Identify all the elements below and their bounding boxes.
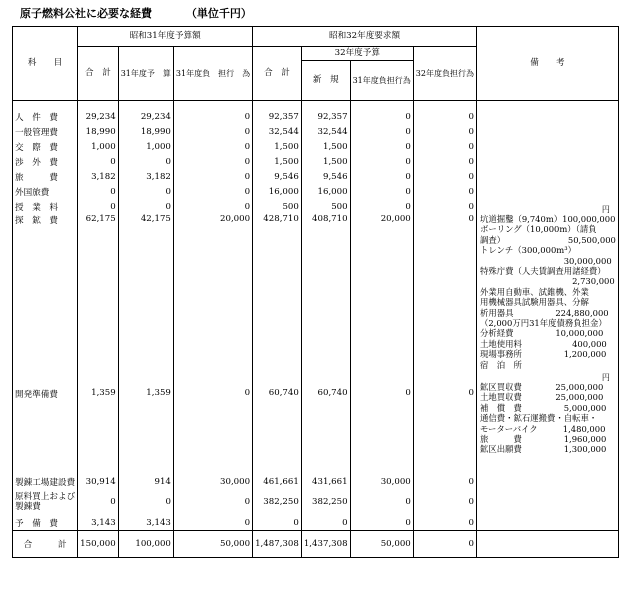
cell-32-burden: 0 <box>413 154 476 169</box>
cell-31-budget: 3,182 <box>118 169 173 184</box>
row-subject: 渉 外 費 <box>13 154 78 169</box>
cell-32-31burden: 0 <box>350 109 413 124</box>
cell-31-total: 0 <box>78 154 119 169</box>
cell-32-31burden: 20,000 <box>350 214 413 374</box>
remarks-cell <box>476 109 618 124</box>
cell-32-burden: 0 <box>413 184 476 199</box>
total-32-total: 1,487,308 <box>253 531 302 558</box>
total-label: 合 計 <box>13 531 78 558</box>
cell-31-budget: 1,000 <box>118 139 173 154</box>
cell-31-total: 0 <box>78 489 119 515</box>
table-row <box>13 199 619 214</box>
cell-31-budget: 0 <box>118 199 173 214</box>
header-remarks: 備 考 <box>476 27 618 101</box>
cell-31-budget: 0 <box>118 154 173 169</box>
header-total-31: 合 計 <box>78 47 119 101</box>
unit-label: （単位千円） <box>185 7 252 20</box>
table-row <box>13 489 619 515</box>
cell-32-burden: 0 <box>413 474 476 489</box>
row-subject: 製錬工場建設費 <box>13 474 78 489</box>
cell-32-31burden: 0 <box>350 489 413 515</box>
cell-32-total: 32,544 <box>253 124 302 139</box>
remarks-cell <box>476 139 618 154</box>
cell-32-total: 1,500 <box>253 154 302 169</box>
header-s31: 昭和31年度予算額 <box>78 27 253 47</box>
table-row-tanko <box>13 214 619 374</box>
header-y32-burden: 32年度負担行為 <box>413 47 476 101</box>
header-y31-burden: 31年度負 担行 為 <box>173 47 252 101</box>
cell-31-burden: 0 <box>173 154 252 169</box>
cell-32-burden: 0 <box>413 124 476 139</box>
total-32-burden: 0 <box>413 531 476 558</box>
remarks-cell <box>476 124 618 139</box>
cell-32-31burden: 0 <box>350 124 413 139</box>
cell-32-new: 431,661 <box>301 474 350 489</box>
cell-32-burden: 0 <box>413 169 476 184</box>
document-title <box>20 5 252 21</box>
cell-31-total: 18,990 <box>78 124 119 139</box>
cell-31-budget: 1,359 <box>118 374 173 460</box>
row-subject: 予 備 費 <box>13 515 78 531</box>
cell-32-burden: 0 <box>413 139 476 154</box>
remarks-cell <box>476 515 618 531</box>
total-31-burden: 50,000 <box>173 531 252 558</box>
table-row <box>13 124 619 139</box>
remarks-kaihatsu: 鉱区買収費 25,000,000 土地買収費 25,000,000 補 償 費 5,000,000 通信費・鉱石運搬費・自転車・ モーターバイク 1,480,000 旅 費 1,960,000 鉱区出願費 1,300,000 <box>479 382 607 455</box>
cell-32-burden: 0 <box>413 214 476 374</box>
cell-32-31burden: 0 <box>350 515 413 531</box>
budget-table <box>12 26 619 558</box>
cell-32-31burden: 0 <box>350 374 413 460</box>
remarks-cell <box>476 154 618 169</box>
cell-31-burden: 20,000 <box>173 214 252 374</box>
cell-31-burden: 0 <box>173 489 252 515</box>
cell-32-31burden: 30,000 <box>350 474 413 489</box>
cell-31-budget: 914 <box>118 474 173 489</box>
cell-32-31burden: 0 <box>350 184 413 199</box>
table-row <box>13 515 619 531</box>
header-y32-budget: 32年度予算 <box>301 47 413 61</box>
cell-31-budget: 0 <box>118 184 173 199</box>
row-subject: 原料買上および製錬費 <box>13 489 78 515</box>
cell-32-total: 9,546 <box>253 169 302 184</box>
cell-31-total: 30,914 <box>78 474 119 489</box>
remarks-tanko: 坑道掘鑿（9,740m）100,000,000 ボーリング（10,000m）（請負 調査） 50,500,000 トレンチ（300,000m³） 30,000,000 特殊庁費（人夫賃調査用諸経費） 2,730,000 外業用自動車、試錐機、外業 用機械器具試験用器具、分解 析用器具 224,880,000 （2,000万円31年度債務負担金） 分析経費 10,000,000 土地使用料 400,000 現場事務所 1,200,000 宿 泊 所 <box>476 214 618 374</box>
spacer-row <box>13 101 619 110</box>
cell-31-burden: 0 <box>173 199 252 214</box>
cell-32-new: 9,546 <box>301 169 350 184</box>
cell-32-total: 382,250 <box>253 489 302 515</box>
cell-31-burden: 0 <box>173 139 252 154</box>
header-y31-burden-2: 31年度負担行為 <box>350 61 413 101</box>
cell-32-total: 60,740 <box>253 374 302 460</box>
cell-32-31burden: 0 <box>350 139 413 154</box>
cell-32-new: 500 <box>301 199 350 214</box>
cell-32-31burden: 0 <box>350 154 413 169</box>
cell-32-burden: 0 <box>413 515 476 531</box>
cell-31-budget: 0 <box>118 489 173 515</box>
cell-31-total: 1,359 <box>78 374 119 460</box>
cell-31-total: 0 <box>78 199 119 214</box>
remarks-cell <box>476 489 618 515</box>
cell-32-total: 0 <box>253 515 302 531</box>
row-subject: 一般管理費 <box>13 124 78 139</box>
table-row <box>13 154 619 169</box>
cell-32-burden: 0 <box>413 374 476 460</box>
cell-31-total: 62,175 <box>78 214 119 374</box>
remarks-cell <box>476 474 618 489</box>
row-subject: 探 鉱 費 <box>13 214 78 374</box>
cell-32-total: 92,357 <box>253 109 302 124</box>
cell-32-new: 60,740 <box>301 374 350 460</box>
cell-32-new: 0 <box>301 515 350 531</box>
cell-31-burden: 0 <box>173 374 252 460</box>
cell-31-burden: 0 <box>173 109 252 124</box>
cell-31-burden: 30,000 <box>173 474 252 489</box>
cell-31-budget: 18,990 <box>118 124 173 139</box>
total-32-new: 1,437,308 <box>301 531 350 558</box>
title-text: 原子燃料公社に必要な経費 <box>20 7 152 20</box>
total-32-31burden: 50,000 <box>350 531 413 558</box>
cell-31-burden: 0 <box>173 124 252 139</box>
cell-32-total: 16,000 <box>253 184 302 199</box>
cell-31-total: 3,143 <box>78 515 119 531</box>
remarks-unit-yen: 円 <box>476 199 618 214</box>
cell-32-total: 1,500 <box>253 139 302 154</box>
row-subject: 授 業 料 <box>13 199 78 214</box>
row-subject: 交 際 費 <box>13 139 78 154</box>
cell-31-budget: 42,175 <box>118 214 173 374</box>
cell-32-burden: 0 <box>413 199 476 214</box>
remarks-unit-yen-2: 円 <box>601 373 610 382</box>
cell-32-new: 16,000 <box>301 184 350 199</box>
header-s32: 昭和32年度要求額 <box>253 27 477 47</box>
total-31-budget: 100,000 <box>118 531 173 558</box>
header-y31-budget: 31年度予 算 <box>118 47 173 101</box>
cell-31-burden: 0 <box>173 184 252 199</box>
total-row <box>13 531 619 558</box>
cell-31-burden: 0 <box>173 169 252 184</box>
header-subject: 科 目 <box>13 27 78 101</box>
cell-32-31burden: 0 <box>350 199 413 214</box>
cell-31-total: 3,182 <box>78 169 119 184</box>
cell-32-new: 382,250 <box>301 489 350 515</box>
total-31-total: 150,000 <box>78 531 119 558</box>
cell-32-new: 1,500 <box>301 154 350 169</box>
cell-31-burden: 0 <box>173 515 252 531</box>
cell-31-total: 29,234 <box>78 109 119 124</box>
table-row <box>13 109 619 124</box>
row-subject: 外国旅費 <box>13 184 78 199</box>
cell-32-new: 1,500 <box>301 139 350 154</box>
header-new: 新 規 <box>301 61 350 101</box>
cell-32-31burden: 0 <box>350 169 413 184</box>
cell-31-total: 0 <box>78 184 119 199</box>
remarks-cell <box>476 184 618 199</box>
cell-32-total: 500 <box>253 199 302 214</box>
cell-32-burden: 0 <box>413 489 476 515</box>
table-row <box>13 169 619 184</box>
row-subject: 人 件 費 <box>13 109 78 124</box>
table-row <box>13 184 619 199</box>
cell-32-new: 92,357 <box>301 109 350 124</box>
table-row-kaihatsu <box>13 374 619 460</box>
remarks-kaihatsu-wrap <box>476 374 618 460</box>
cell-32-new: 32,544 <box>301 124 350 139</box>
cell-32-burden: 0 <box>413 109 476 124</box>
remarks-cell <box>476 531 618 558</box>
cell-32-total: 461,661 <box>253 474 302 489</box>
cell-31-total: 1,000 <box>78 139 119 154</box>
row-subject: 旅 費 <box>13 169 78 184</box>
table-row <box>13 139 619 154</box>
row-subject: 開発準備費 <box>13 374 78 460</box>
header-total-32: 合 計 <box>253 47 302 101</box>
cell-31-budget: 29,234 <box>118 109 173 124</box>
cell-31-budget: 3,143 <box>118 515 173 531</box>
cell-32-new: 408,710 <box>301 214 350 374</box>
remarks-cell <box>476 169 618 184</box>
spacer-row <box>13 460 619 474</box>
table-row <box>13 474 619 489</box>
cell-32-total: 428,710 <box>253 214 302 374</box>
